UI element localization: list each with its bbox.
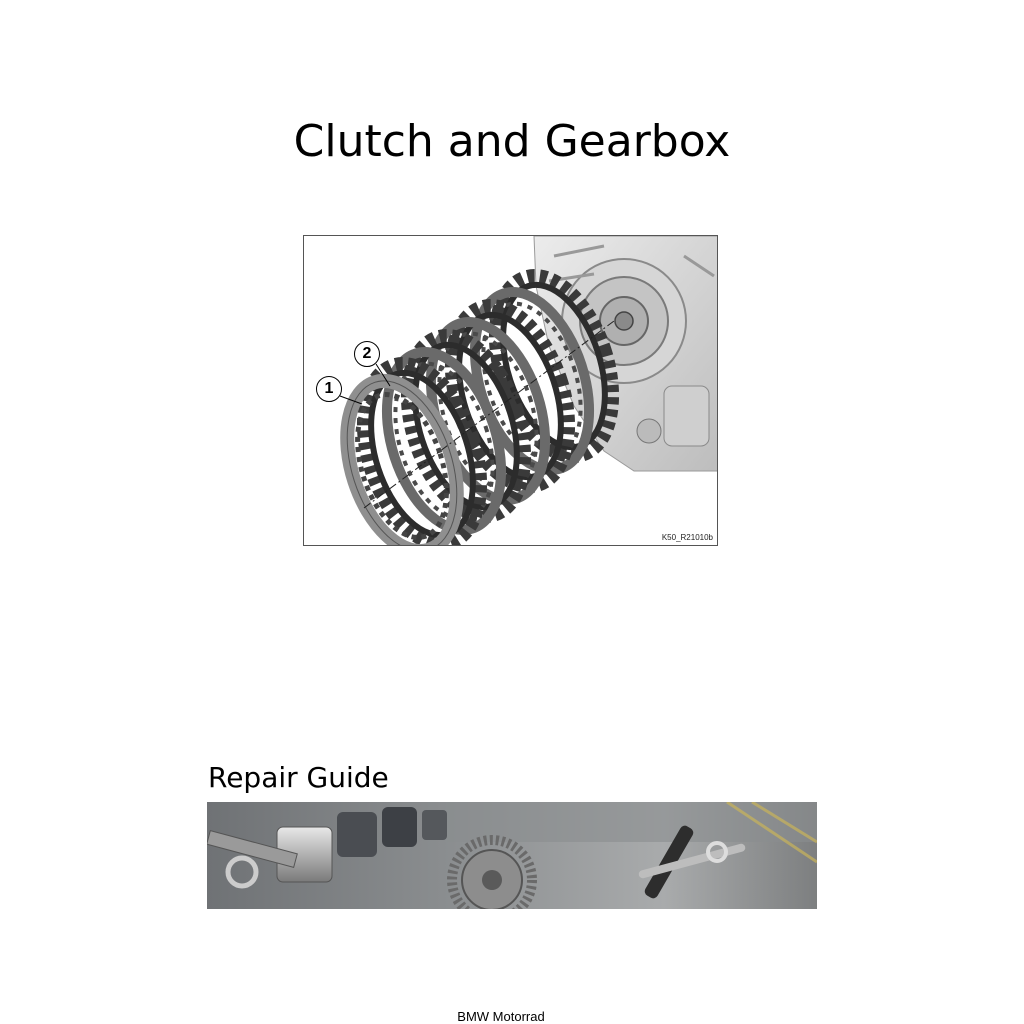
clutch-plates-illustration [304, 236, 718, 546]
footer-brand: BMW Motorrad [457, 1009, 545, 1024]
section-subtitle: Repair Guide [208, 761, 389, 794]
tools-banner [207, 802, 817, 909]
tools-banner-image [207, 802, 817, 909]
callout-2: 2 [354, 341, 380, 367]
page-title: Clutch and Gearbox [293, 116, 731, 167]
callout-1: 1 [316, 376, 342, 402]
clutch-plate-stack [327, 262, 632, 546]
figure-code: K50_R21010b [661, 533, 713, 542]
clutch-plates-figure [303, 235, 718, 546]
